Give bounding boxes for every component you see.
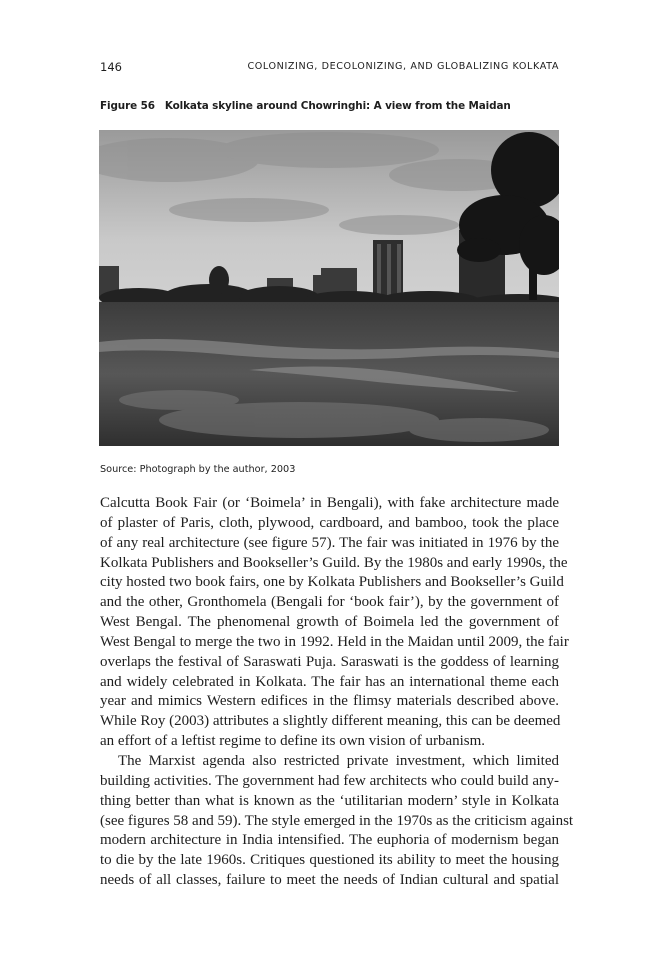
text-line: building activities. The government had few architects who could build any- <box>100 772 559 789</box>
text-line: (see figures 58 and 59). The style emerged in the 1970s as the criticism against <box>100 812 574 829</box>
text-line: city hosted two book fairs, one by Kolkata Publishers and Bookseller’s Guild <box>100 574 564 591</box>
body-text <box>100 494 574 891</box>
text-line: West Bengal to merge the two in 1992. Held in the Maidan until 2009, the fair <box>100 633 569 650</box>
text-line: of plaster of Paris, cloth, plywood, cardboard, and bamboo, took the place <box>100 514 559 531</box>
text-line: needs of all classes, failure to meet the needs of Indian cultural and spatial <box>100 872 559 889</box>
text-line: thing better than what is known as the ‘utilitarian modern’ style in Kolkata <box>100 792 559 809</box>
running-head: COLONIZING, DECOLONIZING, AND GLOBALIZING KOLKATA <box>247 61 559 72</box>
page-number: 146 <box>100 60 122 74</box>
text-line: West Bengal. The phenomenal growth of Boimela led the government of <box>100 614 559 631</box>
figure-caption <box>100 100 559 112</box>
text-line: year and mimics Western edifices in the flimsy materials described above. <box>100 693 559 710</box>
text-line: to die by the late 1960s. Critiques questioned its ability to meet the housing <box>100 852 559 869</box>
text-line: Calcutta Book Fair (or ‘Boimela’ in Bengali), with fake architecture made <box>100 495 559 511</box>
skyline-photograph <box>99 130 559 446</box>
text-line: an effort of a leftist regime to define its own vision of urbanism. <box>100 733 486 750</box>
page-header <box>100 60 559 76</box>
text-line: overlaps the festival of Saraswati Puja. Saraswati is the goddess of learning <box>100 653 559 670</box>
text-line: While Roy (2003) attributes a slightly different meaning, this can be deemed <box>100 713 561 730</box>
text-line: modern architecture in India intensified. The euphoria of modernism began <box>100 832 559 849</box>
text-line: The Marxist agenda also restricted private investment, which limited <box>118 752 559 769</box>
text-line: Kolkata Publishers and Bookseller’s Guild. By the 1980s and early 1990s, the <box>100 554 568 571</box>
text-line: and widely celebrated in Kolkata. The fair has an international theme each <box>100 673 559 690</box>
text-line: of any real architecture (see figure 57). The fair was initiated in 1976 by the <box>100 534 559 551</box>
figure-number: Figure 56 <box>100 100 155 112</box>
figure-source: Source: Photograph by the author, 2003 <box>100 464 296 475</box>
figure-title: Kolkata skyline around Chowringhi: A view from the Maidan <box>164 100 511 112</box>
text-line: and the other, Gronthomela (Bengali for ‘book fair’), by the government of <box>100 594 559 611</box>
